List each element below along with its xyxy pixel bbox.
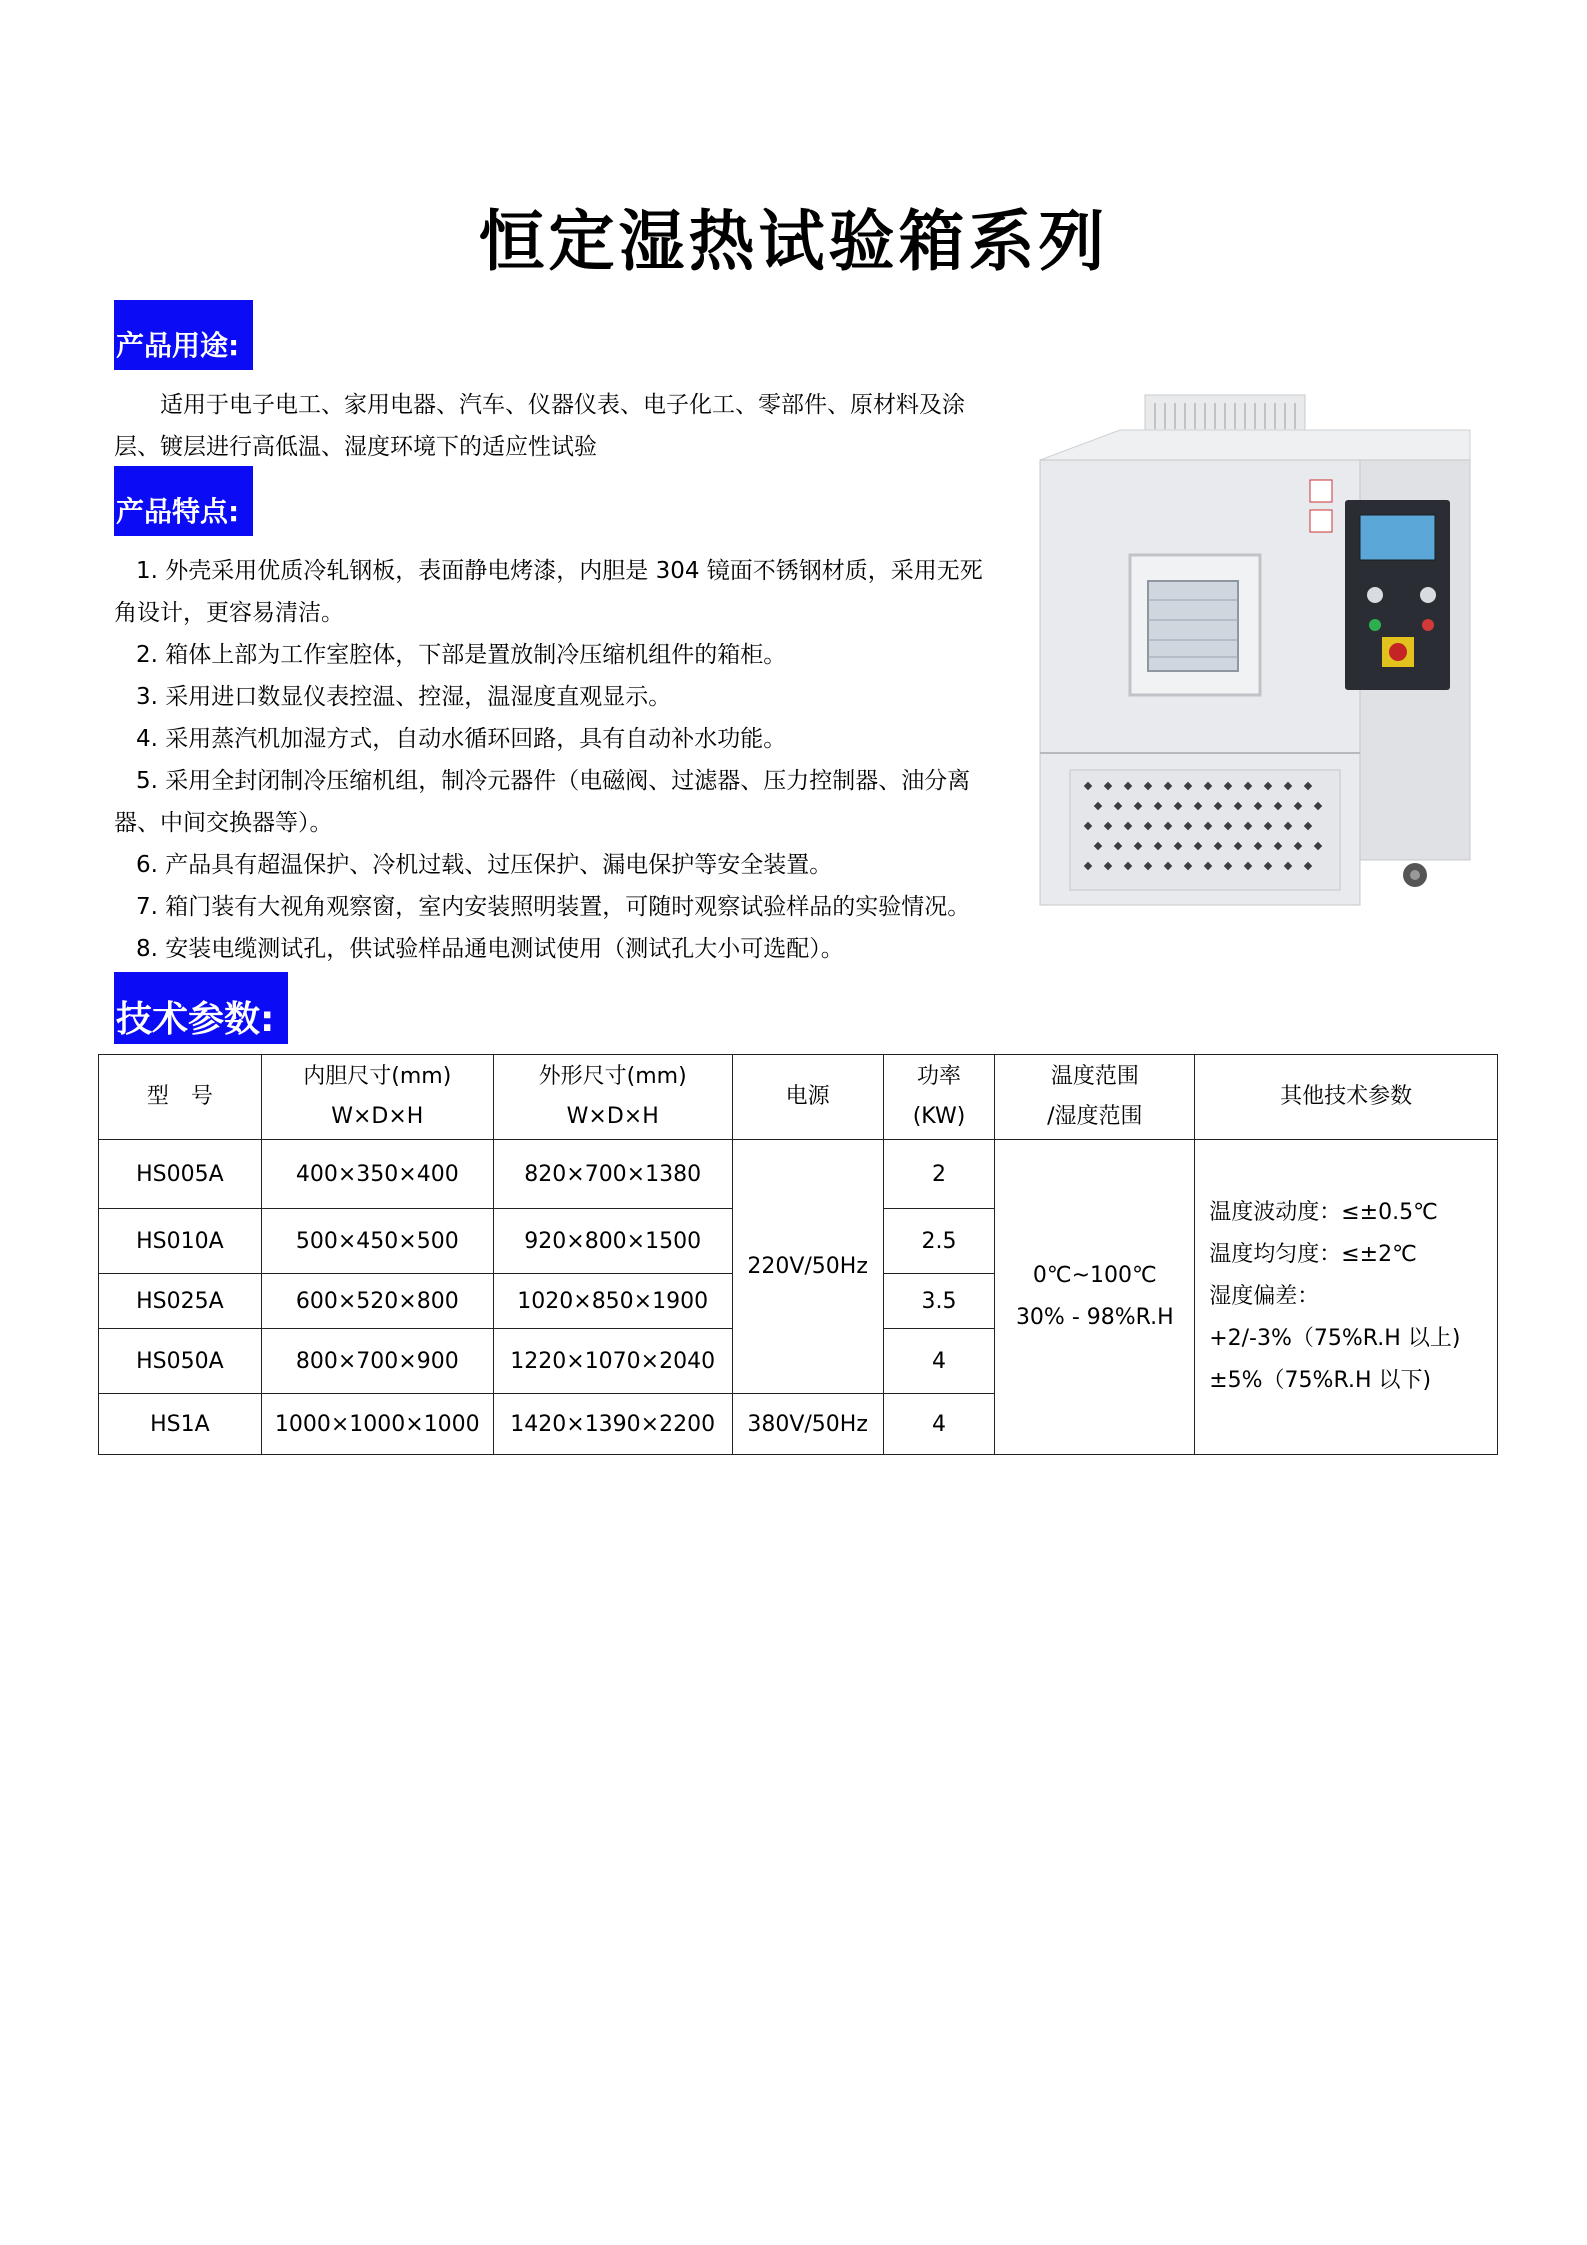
cell-model: HS005A bbox=[99, 1140, 262, 1209]
other-param-line: 温度均匀度：≤±2℃ bbox=[1209, 1242, 1417, 1267]
spec-table-header-row bbox=[99, 1055, 1498, 1140]
cell-range bbox=[995, 1140, 1195, 1455]
usage-text: 适用于电子电工、家用电器、汽车、仪器仪表、电子化工、零部件、原材料及涂层、镀层进行高低温、湿度环境下的适应性试验 bbox=[114, 392, 965, 460]
temp-range: 0℃~100℃ bbox=[1032, 1263, 1157, 1288]
usage-paragraph bbox=[114, 384, 1004, 468]
header-power bbox=[883, 1055, 995, 1140]
cell-power: 4 bbox=[883, 1329, 995, 1394]
header-outer-size bbox=[493, 1055, 732, 1140]
cell-supply-group: 220V/50Hz bbox=[732, 1140, 883, 1394]
cell-outer: 1220×1070×2040 bbox=[493, 1329, 732, 1394]
cell-outer: 820×700×1380 bbox=[493, 1140, 732, 1209]
header-power-line2: (KW) bbox=[912, 1104, 966, 1129]
humid-range: 30% - 98%R.H bbox=[1015, 1305, 1174, 1330]
cell-model: HS025A bbox=[99, 1274, 262, 1329]
cell-inner: 400×350×400 bbox=[261, 1140, 493, 1209]
cell-inner: 500×450×500 bbox=[261, 1209, 493, 1274]
cell-inner: 600×520×800 bbox=[261, 1274, 493, 1329]
header-range-line1: 温度范围 bbox=[1050, 1064, 1139, 1089]
other-param-line: 温度波动度：≤±0.5℃ bbox=[1209, 1200, 1438, 1225]
cell-supply-last: 380V/50Hz bbox=[732, 1394, 883, 1455]
cell-power: 4 bbox=[883, 1394, 995, 1455]
cell-other-params bbox=[1195, 1140, 1498, 1455]
cell-power: 2 bbox=[883, 1140, 995, 1209]
header-inner-size bbox=[261, 1055, 493, 1140]
test-chamber-product-image bbox=[1030, 385, 1510, 920]
header-power-line1: 功率 bbox=[916, 1064, 961, 1089]
other-param-line: +2/-3%（75%R.H 以上) bbox=[1209, 1326, 1461, 1351]
feature-item: 4. 采用蒸汽机加湿方式，自动水循环回路，具有自动补水功能。 bbox=[136, 726, 787, 752]
cell-outer: 1420×1390×2200 bbox=[493, 1394, 732, 1455]
page-title: 恒定湿热试验箱系列 bbox=[478, 202, 1109, 280]
feature-item: 3. 采用进口数显仪表控温、控湿，温湿度直观显示。 bbox=[136, 684, 672, 710]
header-inner-size-line1: 内胆尺寸(mm) bbox=[303, 1064, 452, 1089]
feature-item: 1. 外壳采用优质冷轧钢板，表面静电烤漆，内胆是 304 镜面不锈钢材质，采用无死角设计，更容易清洁。 bbox=[114, 558, 983, 626]
cell-outer: 920×800×1500 bbox=[493, 1209, 732, 1274]
other-param-line: 湿度偏差： bbox=[1209, 1284, 1320, 1309]
header-power-supply: 电源 bbox=[732, 1055, 883, 1140]
header-other: 其他技术参数 bbox=[1195, 1055, 1498, 1140]
cell-power: 3.5 bbox=[883, 1274, 995, 1329]
cell-outer: 1020×850×1900 bbox=[493, 1274, 732, 1329]
cell-inner: 800×700×900 bbox=[261, 1329, 493, 1394]
cell-inner: 1000×1000×1000 bbox=[261, 1394, 493, 1455]
section-heading-usage: 产品用途: bbox=[114, 300, 253, 370]
header-range bbox=[995, 1055, 1195, 1140]
spec-table bbox=[98, 1054, 1498, 1455]
other-param-line: ±5%（75%R.H 以下) bbox=[1209, 1368, 1432, 1393]
table-row bbox=[99, 1140, 1498, 1209]
section-heading-specs: 技术参数: bbox=[114, 972, 288, 1044]
header-inner-size-line2: W×D×H bbox=[331, 1104, 424, 1129]
cell-model: HS1A bbox=[99, 1394, 262, 1455]
header-outer-size-line1: 外形尺寸(mm) bbox=[538, 1064, 687, 1089]
feature-item: 5. 采用全封闭制冷压缩机组，制冷元器件（电磁阀、过滤器、压力控制器、油分离器、中间交换器等）。 bbox=[114, 768, 971, 836]
feature-item: 6. 产品具有超温保护、冷机过载、过压保护、漏电保护等安全装置。 bbox=[136, 852, 833, 878]
header-model: 型 号 bbox=[99, 1055, 262, 1140]
header-outer-size-line2: W×D×H bbox=[566, 1104, 659, 1129]
cell-model: HS050A bbox=[99, 1329, 262, 1394]
features-list bbox=[114, 550, 1004, 970]
cell-model: HS010A bbox=[99, 1209, 262, 1274]
feature-item: 7. 箱门装有大视角观察窗，室内安装照明装置，可随时观察试验样品的实验情况。 bbox=[136, 894, 971, 920]
feature-item: 2. 箱体上部为工作室腔体，下部是置放制冷压缩机组件的箱柜。 bbox=[136, 642, 787, 668]
cell-power: 2.5 bbox=[883, 1209, 995, 1274]
feature-item: 8. 安装电缆测试孔，供试验样品通电测试使用（测试孔大小可选配）。 bbox=[136, 936, 844, 962]
header-range-line2: /湿度范围 bbox=[1047, 1104, 1143, 1129]
section-heading-features: 产品特点: bbox=[114, 466, 253, 536]
